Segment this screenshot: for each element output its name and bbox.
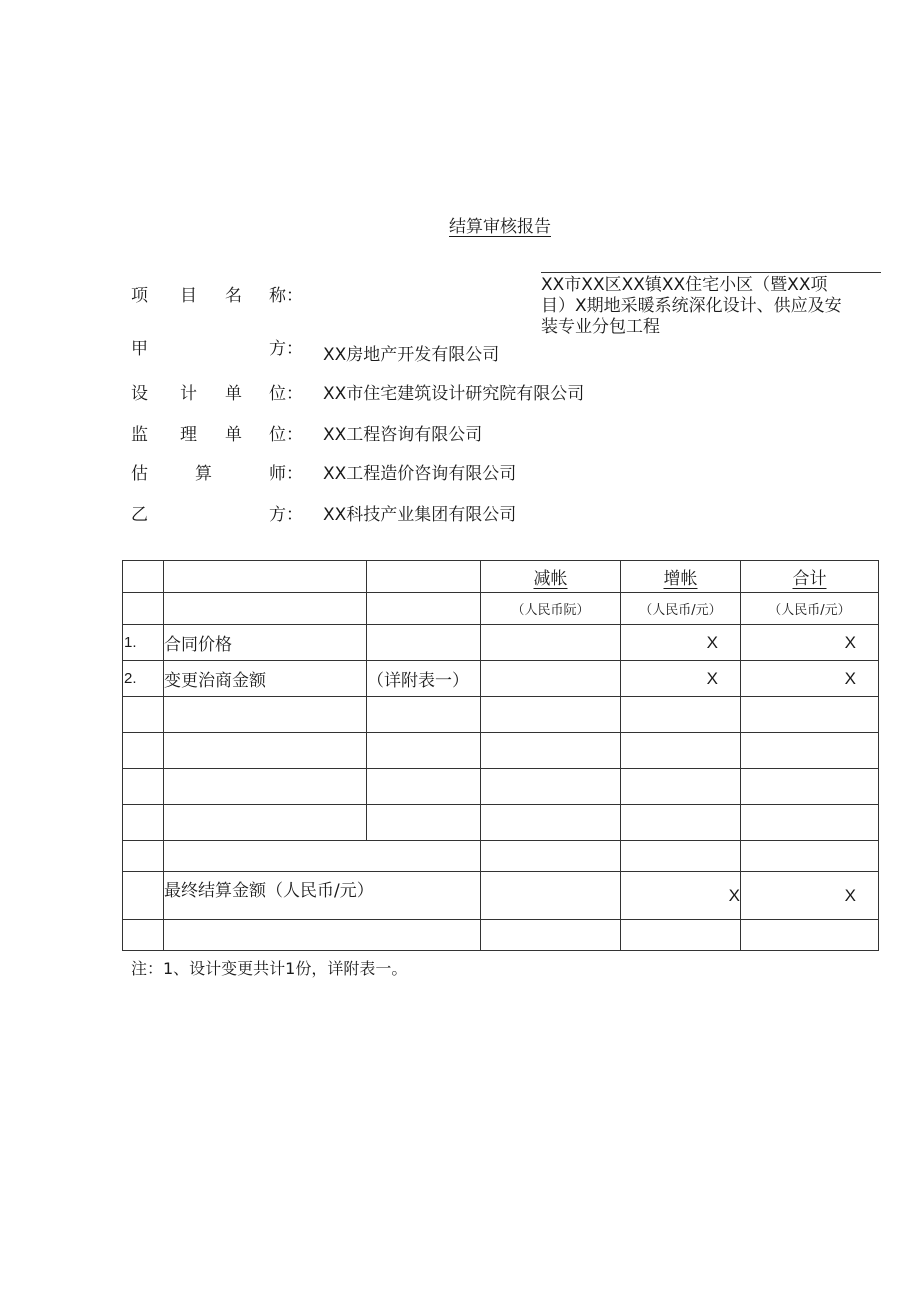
final-amount-row [123, 872, 879, 920]
party-a-label [131, 334, 303, 359]
table-cell [164, 593, 367, 625]
label-char: 项 [131, 286, 148, 306]
table-header-row [123, 561, 879, 593]
row-note [367, 625, 481, 661]
table-cell [164, 769, 367, 805]
table-cell [367, 593, 481, 625]
table-cell [164, 841, 481, 872]
table-cell [481, 697, 621, 733]
table-cell [367, 805, 481, 841]
final-total: X [741, 872, 879, 920]
table-cell [621, 805, 741, 841]
estimator-label [131, 459, 303, 484]
table-unit-row [123, 593, 879, 625]
party-a-value: XX房地产开发有限公司 [323, 345, 500, 365]
label-char: 单 [225, 384, 242, 404]
table-cell [164, 920, 481, 951]
row-decrease [481, 625, 621, 661]
designer-label [131, 379, 303, 404]
party-b-label [131, 500, 303, 525]
row-increase: X [621, 625, 741, 661]
table-row [123, 661, 879, 697]
table-cell [123, 841, 164, 872]
decrease-header: 减帐 [481, 561, 621, 593]
table-cell [741, 805, 879, 841]
table-row [123, 841, 879, 872]
table-row [123, 920, 879, 951]
row-number: 2. [123, 661, 164, 697]
table-cell [123, 697, 164, 733]
settlement-table [122, 560, 879, 951]
table-row [123, 769, 879, 805]
table-row [123, 805, 879, 841]
table-cell [123, 805, 164, 841]
project-name-line: XX市XX区XX镇XX住宅小区（暨XX项 [541, 275, 828, 295]
table-cell [741, 733, 879, 769]
table-cell [164, 697, 367, 733]
label-char: 算 [195, 464, 212, 484]
table-cell [621, 920, 741, 951]
table-row [123, 733, 879, 769]
party-b-value: XX科技产业集团有限公司 [323, 505, 517, 525]
label-char: 方： [269, 339, 303, 359]
table-cell [621, 697, 741, 733]
footnote: 注：1、设计变更共计1份，详附表一。 [131, 959, 408, 978]
label-char: 位： [269, 425, 303, 445]
label-char: 位： [269, 384, 303, 404]
table-cell [741, 920, 879, 951]
row-total: X [741, 661, 879, 697]
project-name-line: 装专业分包工程 [541, 317, 660, 337]
table-cell [741, 697, 879, 733]
project-name-value [541, 272, 881, 338]
table-cell [123, 593, 164, 625]
supervisor-value: XX工程咨询有限公司 [323, 425, 483, 445]
label-char: 方： [269, 505, 303, 525]
table-cell [367, 697, 481, 733]
label-char: 称： [269, 286, 303, 306]
table-cell [621, 733, 741, 769]
table-cell [481, 805, 621, 841]
supervisor-label [131, 420, 303, 445]
row-increase: X [621, 661, 741, 697]
table-cell [123, 872, 164, 920]
label-char: 监 [131, 425, 148, 445]
label-char: 估 [131, 464, 148, 484]
table-cell [481, 733, 621, 769]
table-cell [741, 841, 879, 872]
table-cell [481, 841, 621, 872]
project-name-line: 目）X期地采暖系统深化设计、供应及安 [541, 296, 842, 316]
row-number: 1. [123, 625, 164, 661]
table-cell [164, 561, 367, 593]
table-cell [621, 841, 741, 872]
table-cell [123, 561, 164, 593]
table-cell [481, 920, 621, 951]
table-cell [621, 769, 741, 805]
table-cell [367, 733, 481, 769]
row-item: 变更治商金额 [164, 661, 367, 697]
label-char: 师： [269, 464, 303, 484]
total-header: 合计 [741, 561, 879, 593]
table-cell [741, 769, 879, 805]
table-cell [123, 769, 164, 805]
table-row [123, 697, 879, 733]
row-note: （详附表一） [367, 661, 481, 697]
label-char: 理 [180, 425, 197, 445]
table-cell [123, 920, 164, 951]
label-char: 单 [225, 425, 242, 445]
table-cell [123, 733, 164, 769]
final-increase: X [621, 872, 741, 920]
row-item: 合同价格 [164, 625, 367, 661]
final-amount-label: 最终结算金额（人民币/元） [164, 872, 481, 920]
label-char: 乙 [131, 505, 148, 525]
increase-header: 增帐 [621, 561, 741, 593]
label-char: 甲 [131, 339, 148, 359]
table-cell [164, 733, 367, 769]
estimator-value: XX工程造价咨询有限公司 [323, 464, 517, 484]
label-char: 计 [180, 384, 197, 404]
table-cell [367, 769, 481, 805]
table-cell [164, 805, 367, 841]
increase-unit: （人民币/元） [621, 593, 741, 625]
table-cell [481, 872, 621, 920]
table-row [123, 625, 879, 661]
row-total: X [741, 625, 879, 661]
decrease-unit: （人民币阮） [481, 593, 621, 625]
page-title: 结算审核报告 [449, 217, 551, 237]
label-char: 名 [225, 286, 242, 306]
table-cell [481, 769, 621, 805]
designer-value: XX市住宅建筑设计研究院有限公司 [323, 384, 585, 404]
total-unit: （人民币/元） [741, 593, 879, 625]
table-cell [367, 561, 481, 593]
label-char: 目 [180, 286, 197, 306]
row-decrease [481, 661, 621, 697]
project-name-label [131, 281, 303, 306]
label-char: 设 [131, 384, 148, 404]
